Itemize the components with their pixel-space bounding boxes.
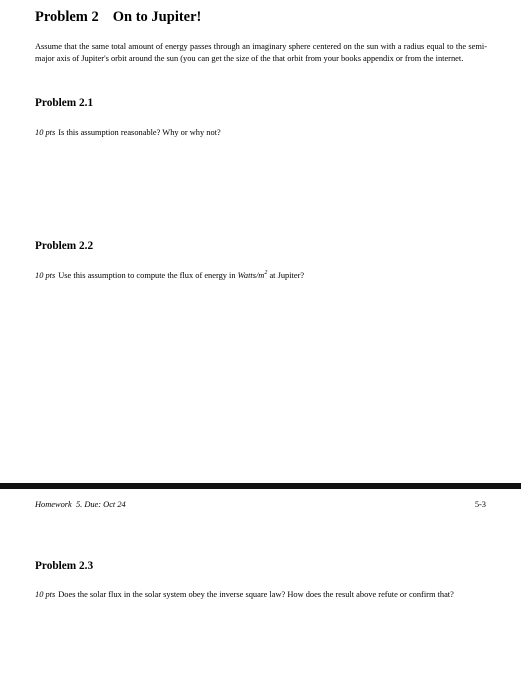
problem-title-text: On to Jupiter! xyxy=(112,9,202,25)
problem-2-3-question xyxy=(35,589,487,601)
problem-2-3-text: Does the solar flux in the solar system obey the inverse square law? How does the result above refute or confirm that? xyxy=(58,590,454,599)
problem-title xyxy=(35,9,201,26)
footer-course-info: Homework 5. Due: Oct 24 xyxy=(35,500,126,509)
problem-2-2-units xyxy=(238,271,268,280)
footer-page-number: 5-3 xyxy=(474,500,486,509)
problem-2-3-points: 10 pts xyxy=(35,590,56,599)
units-watts: Watts xyxy=(237,270,256,280)
problem-2-1-points: 10 pts xyxy=(35,128,56,137)
problem-2-1-heading: Problem 2.1 xyxy=(35,97,94,109)
problem-intro: Assume that the same total amount of energy passes through an imaginary sphere centered on the sun with a radius equal to the semi-major axis of Jupiter's orbit around the sun (you can get the size of the that orbit from your books appendix or from the internet. xyxy=(35,42,487,63)
problem-2-1-question xyxy=(35,127,221,139)
problem-2-3-heading: Problem 2.3 xyxy=(35,560,94,572)
problem-2-2-points: 10 pts xyxy=(35,270,56,280)
problem-number: Problem 2 xyxy=(35,9,99,25)
problem-2-1-text: Is this assumption reasonable? Why or why not? xyxy=(58,128,221,137)
problem-2-2-text-before: Use this assumption to compute the flux of energy in xyxy=(58,270,236,280)
page-break-bar xyxy=(0,483,521,489)
units-exponent: 2 xyxy=(264,270,268,276)
problem-2-2-text-after: at Jupiter? xyxy=(269,270,305,280)
problem-2-2-heading: Problem 2.2 xyxy=(35,240,94,252)
problem-2-2-question xyxy=(35,268,304,281)
units-per-m: /m xyxy=(255,270,265,280)
